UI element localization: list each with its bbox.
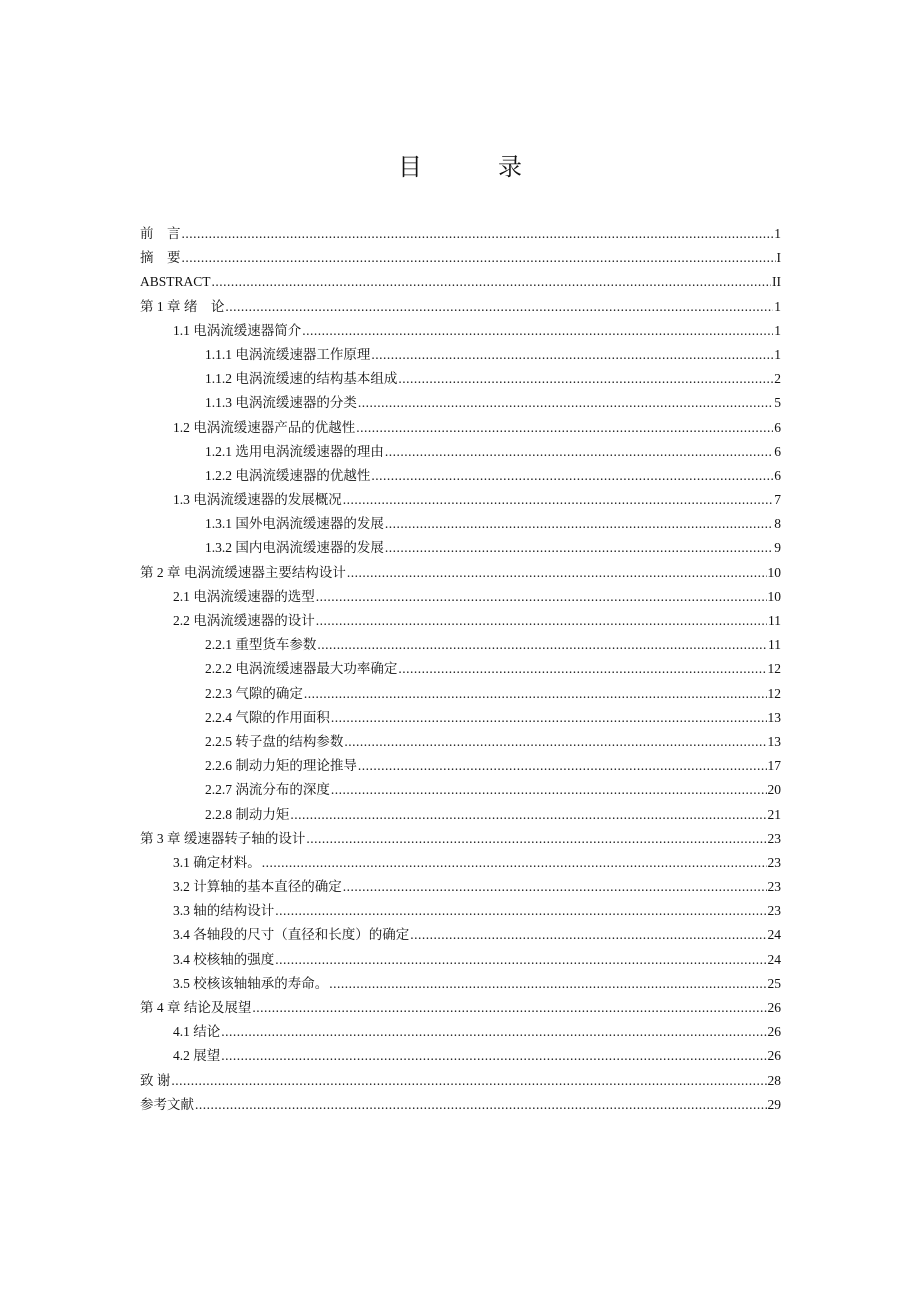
toc-entry-title: 1.1.2 电涡流缓速的结构基本组成	[205, 371, 398, 387]
toc-entry[interactable]	[140, 827, 781, 851]
toc-entry[interactable]	[140, 416, 781, 440]
toc-entry[interactable]	[140, 246, 781, 270]
toc-entry-title: 前 言	[140, 226, 181, 241]
toc-page-number: 10	[767, 564, 781, 580]
toc-entry[interactable]	[140, 778, 781, 802]
toc-entry-title: 3.2 计算轴的基本直径的确定	[173, 879, 342, 895]
toc-dot-leader	[398, 657, 766, 681]
toc-entry-title: ABSTRACT	[140, 274, 211, 290]
toc-page-number: 11	[768, 613, 781, 628]
toc-entry-title: 2.2.6 制动力矩的理论推导	[205, 758, 357, 774]
toc-entry-title: 4.2 展望	[173, 1048, 221, 1064]
toc-dot-leader	[358, 391, 773, 415]
toc-dot-leader	[358, 754, 767, 778]
toc-page-number: 12	[767, 685, 781, 701]
toc-dot-leader	[225, 295, 773, 319]
toc-entry-title: 2.2.2 电涡流缓速器最大功率确定	[205, 661, 398, 677]
toc-dot-leader	[331, 706, 767, 730]
toc-page-number: 13	[767, 733, 781, 749]
toc-dot-leader	[171, 1069, 766, 1093]
toc-dot-leader	[262, 851, 767, 875]
toc-entry-title: 2.2.5 转子盘的结构参数	[205, 733, 344, 749]
toc-page-number: 6	[774, 443, 781, 459]
toc-entry-title: 致 谢	[140, 1072, 171, 1088]
toc-dot-leader	[329, 972, 766, 996]
toc-entry-title: 2.2 电涡流缓速器的设计	[173, 613, 315, 628]
toc-entry-title: 2.2.4 气隙的作用面积	[205, 709, 330, 725]
toc-page-number: 26	[767, 1048, 781, 1064]
toc-page-number: 1	[774, 226, 781, 241]
toc-entry-title: 第 3 章 缓速器转子轴的设计	[140, 830, 306, 846]
toc-entry[interactable]	[140, 561, 781, 585]
toc-dot-leader	[304, 682, 767, 706]
toc-entry-title: 3.4 校核轴的强度	[173, 951, 275, 967]
toc-entry[interactable]	[140, 1069, 781, 1093]
toc-entry-title: 第 1 章 绪 论	[140, 298, 225, 314]
toc-dot-leader	[306, 827, 766, 851]
toc-dot-leader	[356, 416, 773, 440]
toc-dot-leader	[290, 803, 766, 827]
toc-entry-title: 2.2.3 气隙的确定	[205, 685, 303, 701]
toc-dot-leader	[317, 633, 767, 657]
toc-page-number: 12	[767, 661, 781, 677]
toc-page-number: 26	[767, 1024, 781, 1040]
toc-entry-title: 1.2.2 电涡流缓速器的优越性	[205, 467, 371, 483]
toc-entry-title: 2.2.1 重型货车参数	[205, 637, 317, 653]
toc-page-number: 23	[767, 903, 781, 919]
toc-dot-leader	[343, 875, 767, 899]
toc-dot-leader	[385, 536, 773, 560]
toc-entry[interactable]	[140, 948, 781, 972]
toc-entry-title: 4.1 结论	[173, 1024, 221, 1040]
toc-page-number: 24	[767, 951, 781, 967]
toc-entry[interactable]	[140, 391, 781, 415]
toc-page-number: 23	[767, 879, 781, 895]
toc-dot-leader	[316, 585, 767, 609]
toc-list	[140, 222, 781, 1117]
toc-dot-leader	[385, 440, 773, 464]
toc-page-number: 23	[767, 854, 781, 870]
toc-page-number: 10	[767, 588, 781, 604]
toc-page-number: 13	[767, 709, 781, 725]
toc-entry-title: 第 4 章 结论及展望	[140, 1000, 252, 1015]
toc-page-number: 1	[774, 346, 781, 362]
toc-entry[interactable]	[140, 222, 781, 246]
toc-dot-leader	[221, 1044, 766, 1068]
toc-entry[interactable]	[140, 343, 781, 367]
toc-dot-leader	[410, 923, 766, 947]
toc-page-number: 5	[774, 395, 781, 411]
toc-entry[interactable]	[140, 367, 781, 391]
toc-page-number: II	[772, 274, 781, 290]
toc-entry[interactable]	[140, 512, 781, 536]
toc-entry-title: 1.1 电涡流缓速器简介	[173, 322, 302, 338]
toc-entry-title: 2.2.8 制动力矩	[205, 806, 290, 822]
toc-entry-title: 1.3.2 国内电涡流缓速器的发展	[205, 540, 384, 556]
toc-page-number: 20	[767, 782, 781, 798]
toc-dot-leader	[275, 899, 766, 923]
toc-entry[interactable]	[140, 633, 781, 657]
toc-entry[interactable]	[140, 536, 781, 560]
toc-entry[interactable]	[140, 754, 781, 778]
toc-page-number: 8	[774, 516, 781, 532]
toc-entry[interactable]	[140, 319, 781, 343]
toc-entry[interactable]	[140, 1020, 781, 1044]
toc-page-number: 7	[774, 492, 781, 508]
toc-entry[interactable]	[140, 1044, 781, 1068]
toc-entry-title: 1.2 电涡流缓速器产品的优越性	[173, 419, 356, 435]
toc-entry-title: 3.5 校核该轴轴承的寿命。	[173, 975, 329, 991]
toc-dot-leader	[385, 512, 773, 536]
toc-entry[interactable]	[140, 440, 781, 464]
toc-dot-leader	[252, 996, 766, 1020]
toc-entry[interactable]	[140, 488, 781, 512]
toc-entry[interactable]	[140, 609, 781, 633]
toc-entry[interactable]	[140, 730, 781, 754]
toc-entry-title: 3.1 确定材料。	[173, 854, 261, 870]
toc-page-number: 2	[774, 371, 781, 387]
toc-dot-leader	[331, 778, 767, 802]
toc-entry[interactable]	[140, 899, 781, 923]
toc-dot-leader	[344, 730, 766, 754]
toc-dot-leader	[182, 222, 774, 246]
toc-dot-leader	[398, 367, 773, 391]
toc-page-number: 1	[774, 298, 781, 314]
toc-dot-leader	[212, 270, 771, 294]
toc-entry[interactable]	[140, 996, 781, 1020]
toc-entry[interactable]	[140, 1093, 781, 1117]
toc-entry-title: 1.1.1 电涡流缓速器工作原理	[205, 346, 371, 362]
toc-page-number: 9	[774, 540, 781, 556]
toc-entry[interactable]	[140, 706, 781, 730]
toc-entry-title: 3.4 各轴段的尺寸（直径和长度）的确定	[173, 927, 410, 943]
toc-page-number: 26	[767, 1000, 781, 1015]
toc-dot-leader	[302, 319, 773, 343]
toc-dot-leader	[371, 343, 773, 367]
toc-dot-leader	[371, 464, 773, 488]
toc-dot-leader	[195, 1093, 767, 1117]
toc-page-number: 21	[767, 806, 781, 822]
toc-entry-title: 1.3 电涡流缓速器的发展概况	[173, 492, 342, 508]
toc-entry-title: 第 2 章 电涡流缓速器主要结构设计	[140, 564, 346, 580]
toc-entry[interactable]	[140, 682, 781, 706]
toc-page-number: 1	[774, 322, 781, 338]
toc-dot-leader	[343, 488, 774, 512]
toc-title: 目 录	[398, 153, 548, 181]
toc-dot-leader	[221, 1020, 766, 1044]
toc-entry[interactable]	[140, 270, 781, 294]
toc-entry-title: 摘 要	[140, 250, 181, 266]
toc-entry-title: 2.2.7 涡流分布的深度	[205, 782, 330, 798]
toc-entry-title: 参考文献	[140, 1096, 194, 1112]
toc-page-number: 17	[767, 758, 781, 774]
toc-entry-title: 1.1.3 电涡流缓速器的分类	[205, 395, 357, 411]
toc-entry[interactable]	[140, 657, 781, 681]
toc-entry[interactable]	[140, 464, 781, 488]
toc-page-number: 6	[774, 419, 781, 435]
toc-entry-title: 3.3 轴的结构设计	[173, 903, 275, 919]
toc-dot-leader	[275, 948, 766, 972]
toc-page-number: 29	[767, 1096, 781, 1112]
toc-dot-leader	[316, 609, 767, 633]
toc-entry[interactable]	[140, 803, 781, 827]
toc-page-number: 6	[774, 467, 781, 483]
toc-page-number: 23	[767, 830, 781, 846]
toc-dot-leader	[347, 561, 767, 585]
toc-entry-title: 1.3.1 国外电涡流缓速器的发展	[205, 516, 384, 532]
toc-page-number: 28	[767, 1072, 781, 1088]
toc-entry[interactable]	[140, 923, 781, 947]
toc-page-number: 24	[767, 927, 781, 943]
toc-entry-title: 1.2.1 选用电涡流缓速器的理由	[205, 443, 384, 459]
toc-page-number: 25	[767, 975, 781, 991]
toc-entry[interactable]	[140, 851, 781, 875]
toc-page-number: I	[776, 250, 781, 266]
toc-entry[interactable]	[140, 585, 781, 609]
toc-entry-title: 2.1 电涡流缓速器的选型	[173, 588, 315, 604]
toc-page-number: 11	[768, 637, 781, 653]
toc-entry[interactable]	[140, 972, 781, 996]
toc-entry[interactable]	[140, 875, 781, 899]
toc-entry[interactable]	[140, 295, 781, 319]
toc-dot-leader	[182, 246, 776, 270]
